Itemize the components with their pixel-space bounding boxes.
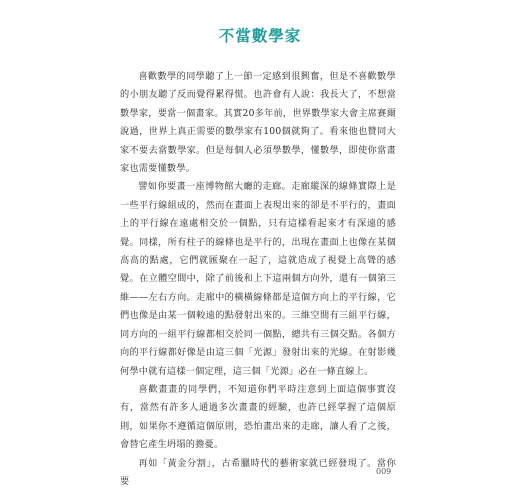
- section-title: 不當數學家: [218, 26, 302, 45]
- paragraph-1: 喜歡數學的同學聽了上一節一定感到很興奮，但是不喜歡數學的小朋友聽了反而覺得累得慌。也許會有人說：我長大了，不想當數學家，要當一個畫家。其實20多年前，世界數學家大會主席賽爾說過，世界上真正需要的數學家有100個就夠了。看來他也贊同大家不要去當數學家。但是每個人必須學數學，懂數學，即使你當畫家也需要懂數學。: [120, 71, 396, 175]
- paragraph-2: 譬如你要畫一座博物館大廳的走廊。走廊縱深的線條實際上是一些平行線組成的，然而在畫面上表現出來的卻是不平行的，畫面上的平行線在遠處相交於一個點，只有這樣看起來才有深遠的感覺。同樣，所有柱子的線條也是平行的，出現在畫面上也像在某個高高的點處，它們就匯聚在一起了，這就造成了視覺上高聳的感覺。在立體空間中，除了前後和上下這兩個方向外，還有一個第三維——左右方向。走廊中的橫橫線條都是這個方向上的平行線，它們也像是由某一個較遠的點發射出來的。三維空間有三組平行線，同方向的一組平行線都相交於同一個點，總共有三個交點。各個方向的平行線都好像是由這三個「光源」發射出來的光線。在射影幾何學中就有這樣一個定理，這三個「光源」必在一條直線上。: [120, 181, 396, 377]
- body-text: [120, 68, 396, 491]
- paragraph-4: 再如「黃金分割」，古希臘時代的藝術家就已經發現了。當你要: [120, 457, 396, 487]
- page-number: 009: [376, 467, 392, 476]
- paragraph-3: 喜歡畫畫的同學們，不知道你們平時注意到上面這個事實沒有，當然有許多人通過多次畫畫的經驗，也許已經掌握了這個原則，如果你不遵循這個原則，恐怕畫出來的走廊，讓人看了之後，會替它產生坍塌的擔憂。: [120, 383, 396, 451]
